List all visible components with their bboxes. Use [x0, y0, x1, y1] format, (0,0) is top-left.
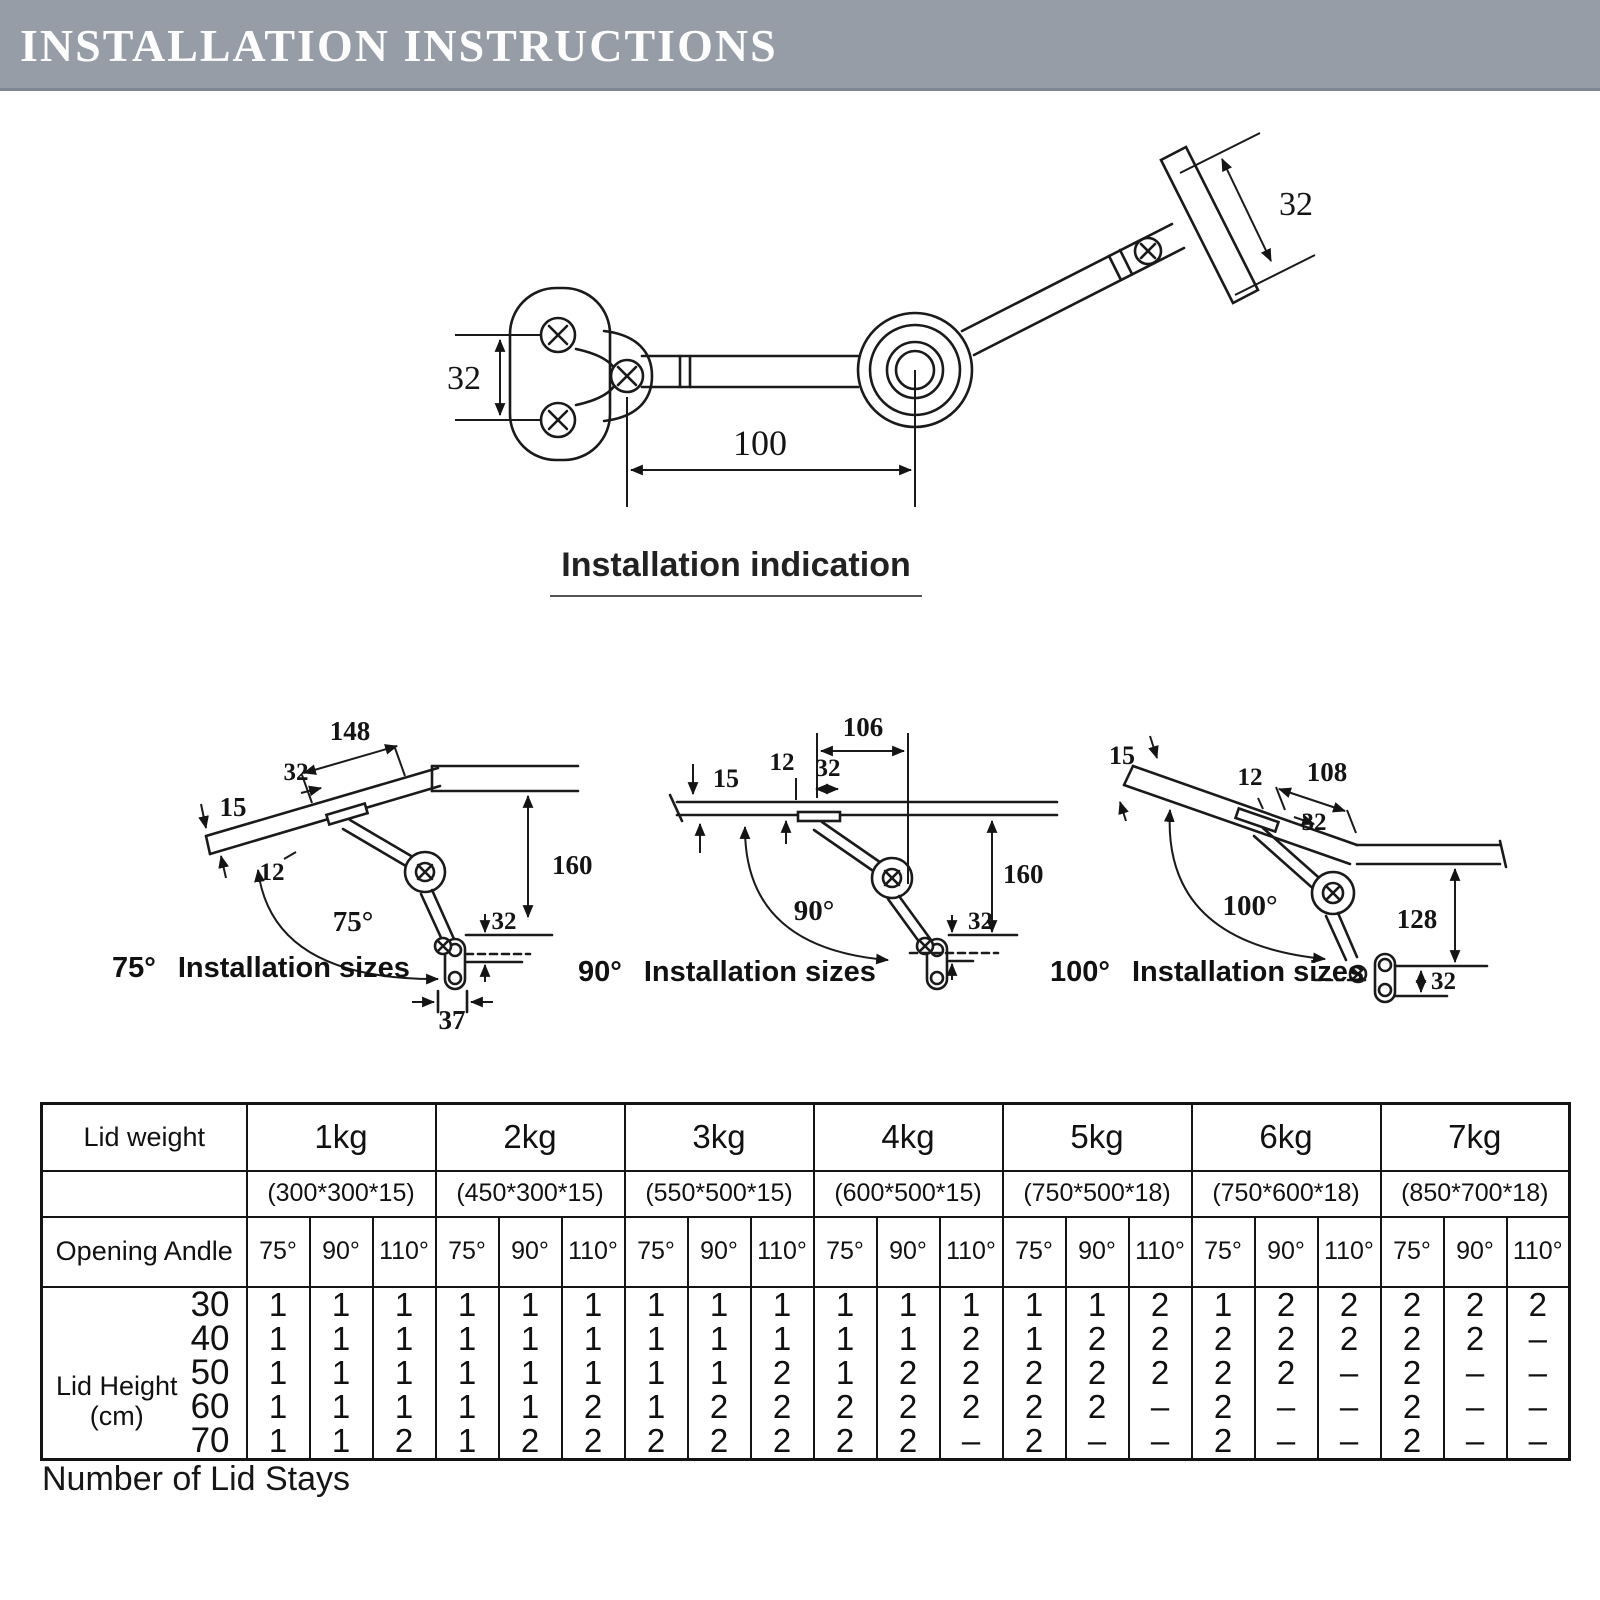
stay-count-value: 2: [1402, 1285, 1422, 1323]
stay-count-value: 2: [772, 1353, 792, 1391]
stay-count-value: –: [1528, 1353, 1547, 1391]
stay-count-value: 1: [394, 1387, 414, 1425]
stay-count-value: 1: [394, 1285, 414, 1323]
angle-header: 110°: [940, 1217, 1003, 1287]
stay-count-value: 2: [1213, 1353, 1233, 1391]
angle-header: 90°: [310, 1217, 373, 1287]
dim-slot-label: 32: [815, 755, 841, 782]
stay-count-value: 1: [772, 1285, 792, 1323]
dim-offset-label: 100: [733, 423, 787, 463]
stay-count-cell: [688, 1287, 751, 1460]
angle-header: 110°: [1507, 1217, 1570, 1287]
stay-count-value: 2: [1087, 1319, 1107, 1357]
size-header: (300*300*15): [247, 1171, 436, 1217]
dim-bracket-label: 32: [491, 908, 517, 935]
stay-count-value: 2: [772, 1387, 792, 1425]
stay-count-value: 2: [583, 1421, 603, 1459]
stay-count-value: 2: [1087, 1353, 1107, 1391]
angle-header: 110°: [1318, 1217, 1381, 1287]
dim-plate-label: 32: [447, 360, 481, 397]
stay-count-value: 1: [646, 1285, 666, 1323]
stay-count-value: 2: [1150, 1285, 1170, 1323]
stay-count-value: 2: [1276, 1285, 1296, 1323]
stay-count-value: –: [1339, 1353, 1359, 1391]
angle-header: 75°: [625, 1217, 688, 1287]
stay-count-value: –: [1276, 1421, 1296, 1459]
dim-thickness-label: 15: [713, 764, 739, 793]
stay-count-value: –: [1339, 1421, 1359, 1459]
lid-height-wrap: [43, 1284, 246, 1460]
angle-label: 100°: [1222, 890, 1278, 922]
stay-count-value: 1: [268, 1387, 288, 1425]
stay-count-value: 1: [394, 1353, 414, 1391]
weight-header-2kg: 2kg: [436, 1104, 625, 1171]
page-title: INSTALLATION INSTRUCTIONS: [20, 20, 778, 71]
stay-count-value: 2: [646, 1421, 666, 1459]
angle-header: 75°: [1381, 1217, 1444, 1287]
stay-count-value: –: [1465, 1421, 1485, 1459]
stay-count-value: 2: [1087, 1387, 1107, 1425]
lid-height-values: [190, 1284, 246, 1460]
stay-count-value: –: [1339, 1387, 1359, 1425]
stay-count-value: 1: [1087, 1285, 1107, 1323]
stay-count-value: 2: [961, 1353, 981, 1391]
stay-count-value: 2: [1024, 1387, 1044, 1425]
stay-count-cell: [1255, 1287, 1318, 1460]
weight-header-3kg: 3kg: [625, 1104, 814, 1171]
stay-count-value: 2: [898, 1387, 918, 1425]
stay-count-value: 2: [1276, 1319, 1296, 1357]
stay-count-value: 1: [394, 1319, 414, 1357]
lid-height-value: 50: [190, 1352, 230, 1392]
stay-count-value: 2: [1024, 1421, 1044, 1459]
dim-edge-label: 12: [1237, 764, 1263, 791]
stay-count-value: 2: [1402, 1319, 1422, 1357]
stay-count-value: 1: [583, 1353, 603, 1391]
dim-along-lid-label: 148: [329, 716, 371, 746]
stay-count-cell: [1066, 1287, 1129, 1460]
stay-count-value: –: [1528, 1319, 1547, 1357]
angle-header: 75°: [1003, 1217, 1066, 1287]
stay-count-cell: [814, 1287, 877, 1460]
stay-count-value: 2: [961, 1319, 981, 1357]
stay-count-value: 1: [268, 1319, 288, 1357]
stay-count-cell: [436, 1287, 499, 1460]
stay-count-value: 2: [1402, 1353, 1422, 1391]
stay-count-value: 2: [583, 1387, 603, 1425]
stay-count-value: –: [1465, 1387, 1485, 1425]
weight-header-5kg: 5kg: [1003, 1104, 1192, 1171]
stay-count-value: 1: [898, 1319, 918, 1357]
stay-count-value: 1: [646, 1319, 666, 1357]
angle-header-row: [42, 1217, 1570, 1287]
stay-count-value: 2: [1213, 1387, 1233, 1425]
stay-count-cell: [562, 1287, 625, 1460]
stay-count-value: 2: [1276, 1353, 1296, 1391]
weight-header-row: [42, 1104, 1570, 1171]
stay-count-value: 1: [646, 1387, 666, 1425]
opening-angle-header: Opening Andle: [42, 1217, 247, 1287]
stay-count-value: –: [961, 1421, 981, 1459]
dim-bracket-label: 32: [968, 908, 993, 935]
stay-count-value: 1: [457, 1421, 477, 1459]
stay-count-value: 2: [898, 1353, 918, 1391]
stay-count-value: 1: [331, 1353, 351, 1391]
stay-count-value: 1: [331, 1285, 351, 1323]
angle-header: 110°: [1129, 1217, 1192, 1287]
stay-count-value: 2: [1024, 1353, 1044, 1391]
angle-header: 75°: [436, 1217, 499, 1287]
lid-stays-table-wrap: [40, 1102, 1571, 1461]
stay-count-value: 2: [1339, 1319, 1359, 1357]
stay-count-cell: [499, 1287, 562, 1460]
dim-slot-label: 32: [1301, 809, 1327, 836]
stay-count-value: 2: [1402, 1421, 1422, 1459]
stay-count-value: 2: [709, 1387, 729, 1425]
stay-count-value: 2: [835, 1421, 855, 1459]
lid-mount-plate: [1236, 808, 1279, 831]
lid-stay-drawing: [510, 147, 1258, 460]
stay-count-value: 1: [268, 1421, 288, 1459]
lid-height-label: [43, 1288, 191, 1458]
size-header: (750*600*18): [1192, 1171, 1381, 1217]
stay-count-cell: [877, 1287, 940, 1460]
stay-count-value: –: [1465, 1353, 1485, 1391]
stay-count-value: 2: [1213, 1421, 1233, 1459]
dim-top-plate-label: 32: [1279, 186, 1313, 223]
stay-count-value: 1: [1213, 1285, 1233, 1323]
top-plate: [1161, 147, 1258, 303]
stay-count-value: 1: [898, 1285, 918, 1323]
header-bar: [0, 0, 1600, 91]
size-header: (600*500*15): [814, 1171, 1003, 1217]
stay-count-value: 1: [961, 1285, 981, 1323]
angle-header: 90°: [877, 1217, 940, 1287]
dim-height-label: 160: [552, 850, 593, 880]
size-header: (450*300*15): [436, 1171, 625, 1217]
angle-header: 110°: [373, 1217, 436, 1287]
stay-count-cell: [751, 1287, 814, 1460]
stay-count-value: 2: [898, 1421, 918, 1459]
stay-count-value: 1: [646, 1353, 666, 1391]
stay-count-value: 1: [835, 1319, 855, 1357]
stay-count-value: –: [1150, 1387, 1170, 1425]
stay-count-value: 1: [520, 1353, 540, 1391]
stay-count-value: 1: [1024, 1319, 1044, 1357]
stay-count-cell: [373, 1287, 436, 1460]
lid-height-text: Lid Height: [55, 1370, 178, 1401]
stay-count-value: 1: [457, 1319, 477, 1357]
size-header: (850*700*18): [1381, 1171, 1570, 1217]
main-diagram-caption: Installation indication: [550, 546, 922, 597]
dim-top-label: 106: [842, 712, 884, 742]
stay-count-value: 1: [709, 1285, 729, 1323]
stay-count-cell: [1003, 1287, 1066, 1460]
stay-count-value: 2: [772, 1421, 792, 1459]
angle-header: 90°: [1255, 1217, 1318, 1287]
stay-count-value: 1: [583, 1319, 603, 1357]
stay-count-value: –: [1087, 1421, 1107, 1459]
stay-count-value: 1: [835, 1353, 855, 1391]
stay-count-cell: [310, 1287, 373, 1460]
angle-label: 90°: [793, 895, 835, 927]
weight-header-6kg: 6kg: [1192, 1104, 1381, 1171]
dim-height-label: 160: [1003, 859, 1044, 889]
stay-count-value: 1: [331, 1387, 351, 1425]
dim-slot-label: 32: [283, 759, 309, 786]
stay-count-cell: [1192, 1287, 1255, 1460]
angle-header: 90°: [688, 1217, 751, 1287]
data-row: [42, 1287, 1570, 1460]
caption-100: 100° Installation sizes: [1050, 956, 1365, 988]
caption-90: 90° Installation sizes: [578, 956, 876, 988]
lid-height-value: 40: [190, 1318, 230, 1358]
lid-height-value: 70: [190, 1420, 230, 1460]
empty-cell: [42, 1171, 247, 1217]
lid-height-unit: (cm): [89, 1400, 144, 1431]
angle-header: 75°: [814, 1217, 877, 1287]
dim-foot-label: 37: [438, 1005, 466, 1033]
stay-count-cell: [625, 1287, 688, 1460]
angle-header: 90°: [1444, 1217, 1507, 1287]
stay-count-value: 1: [583, 1285, 603, 1323]
stay-count-value: 1: [268, 1285, 288, 1323]
lid-weight-header: Lid weight: [42, 1104, 247, 1171]
stay-count-value: 2: [1402, 1387, 1422, 1425]
size-header: (750*500*18): [1003, 1171, 1192, 1217]
stay-count-cell: [1129, 1287, 1192, 1460]
angle-header: 110°: [562, 1217, 625, 1287]
stay-count-cell: [940, 1287, 1003, 1460]
weight-header-4kg: 4kg: [814, 1104, 1003, 1171]
stay-count-value: 1: [835, 1285, 855, 1323]
size-header: (550*500*15): [625, 1171, 814, 1217]
dim-edge-label: 12: [769, 749, 795, 776]
stay-count-value: 1: [520, 1285, 540, 1323]
stay-count-value: 1: [457, 1285, 477, 1323]
stay-count-value: –: [1528, 1421, 1547, 1459]
stay-count-cell: [1318, 1287, 1381, 1460]
stay-count-value: 2: [1465, 1285, 1485, 1323]
stay-count-value: 1: [268, 1353, 288, 1391]
stay-count-value: 2: [394, 1421, 414, 1459]
size-header-row: [42, 1171, 1570, 1217]
stay-count-value: 2: [1528, 1285, 1547, 1323]
stay-count-value: 2: [961, 1387, 981, 1425]
stay-count-value: –: [1276, 1387, 1296, 1425]
stay-count-value: –: [1528, 1387, 1547, 1425]
dim-thickness-label: 15: [219, 792, 247, 822]
stay-count-value: –: [1150, 1421, 1170, 1459]
stay-count-value: 1: [709, 1319, 729, 1357]
table-caption: Number of Lid Stays: [42, 1460, 351, 1498]
stay-count-cell: [1381, 1287, 1444, 1460]
dim-height-label: 128: [1396, 904, 1438, 934]
stay-count-value: 2: [1465, 1319, 1485, 1357]
stay-count-cell: [1507, 1287, 1570, 1460]
angle-label: 75°: [332, 906, 374, 938]
stay-count-value: 1: [457, 1353, 477, 1391]
stay-count-value: 2: [835, 1387, 855, 1425]
angle-header: 90°: [499, 1217, 562, 1287]
angle-header: 90°: [1066, 1217, 1129, 1287]
caption-75: 75° Installation sizes: [112, 952, 410, 984]
stay-count-value: 2: [1150, 1353, 1170, 1391]
stay-count-value: 1: [520, 1319, 540, 1357]
stay-count-value: 2: [1339, 1285, 1359, 1323]
stay-count-cell: [1444, 1287, 1507, 1460]
angle-header: 75°: [247, 1217, 310, 1287]
stay-count-value: 1: [331, 1319, 351, 1357]
stay-count-value: 2: [520, 1421, 540, 1459]
lid-mount-plate: [798, 812, 840, 821]
stay-count-value: 1: [457, 1387, 477, 1425]
stay-count-value: 2: [1150, 1319, 1170, 1357]
stay-count-value: 2: [1213, 1319, 1233, 1357]
stay-count-cell: [247, 1287, 310, 1460]
stay-count-value: 1: [520, 1387, 540, 1425]
lid-height-cell: [42, 1284, 247, 1460]
lid-height-value: 60: [190, 1386, 230, 1426]
weight-header-7kg: 7kg: [1381, 1104, 1570, 1171]
dim-edge-label: 12: [259, 859, 285, 886]
stay-count-value: 1: [331, 1421, 351, 1459]
stay-count-value: 1: [1024, 1285, 1044, 1323]
dim-bracket-label: 32: [1431, 968, 1456, 995]
lid-mount-plate: [326, 804, 367, 825]
stay-count-value: 1: [772, 1319, 792, 1357]
weight-header-1kg: 1kg: [247, 1104, 436, 1171]
angle-header: 75°: [1192, 1217, 1255, 1287]
stay-count-value: 2: [709, 1421, 729, 1459]
angle-header: 110°: [751, 1217, 814, 1287]
dim-thickness-label: 15: [1109, 741, 1135, 770]
dim-along-lid-label: 108: [1306, 757, 1348, 787]
lid-stays-table: [40, 1102, 1571, 1461]
stay-count-value: 1: [709, 1353, 729, 1391]
lid-height-value: 30: [190, 1284, 230, 1324]
